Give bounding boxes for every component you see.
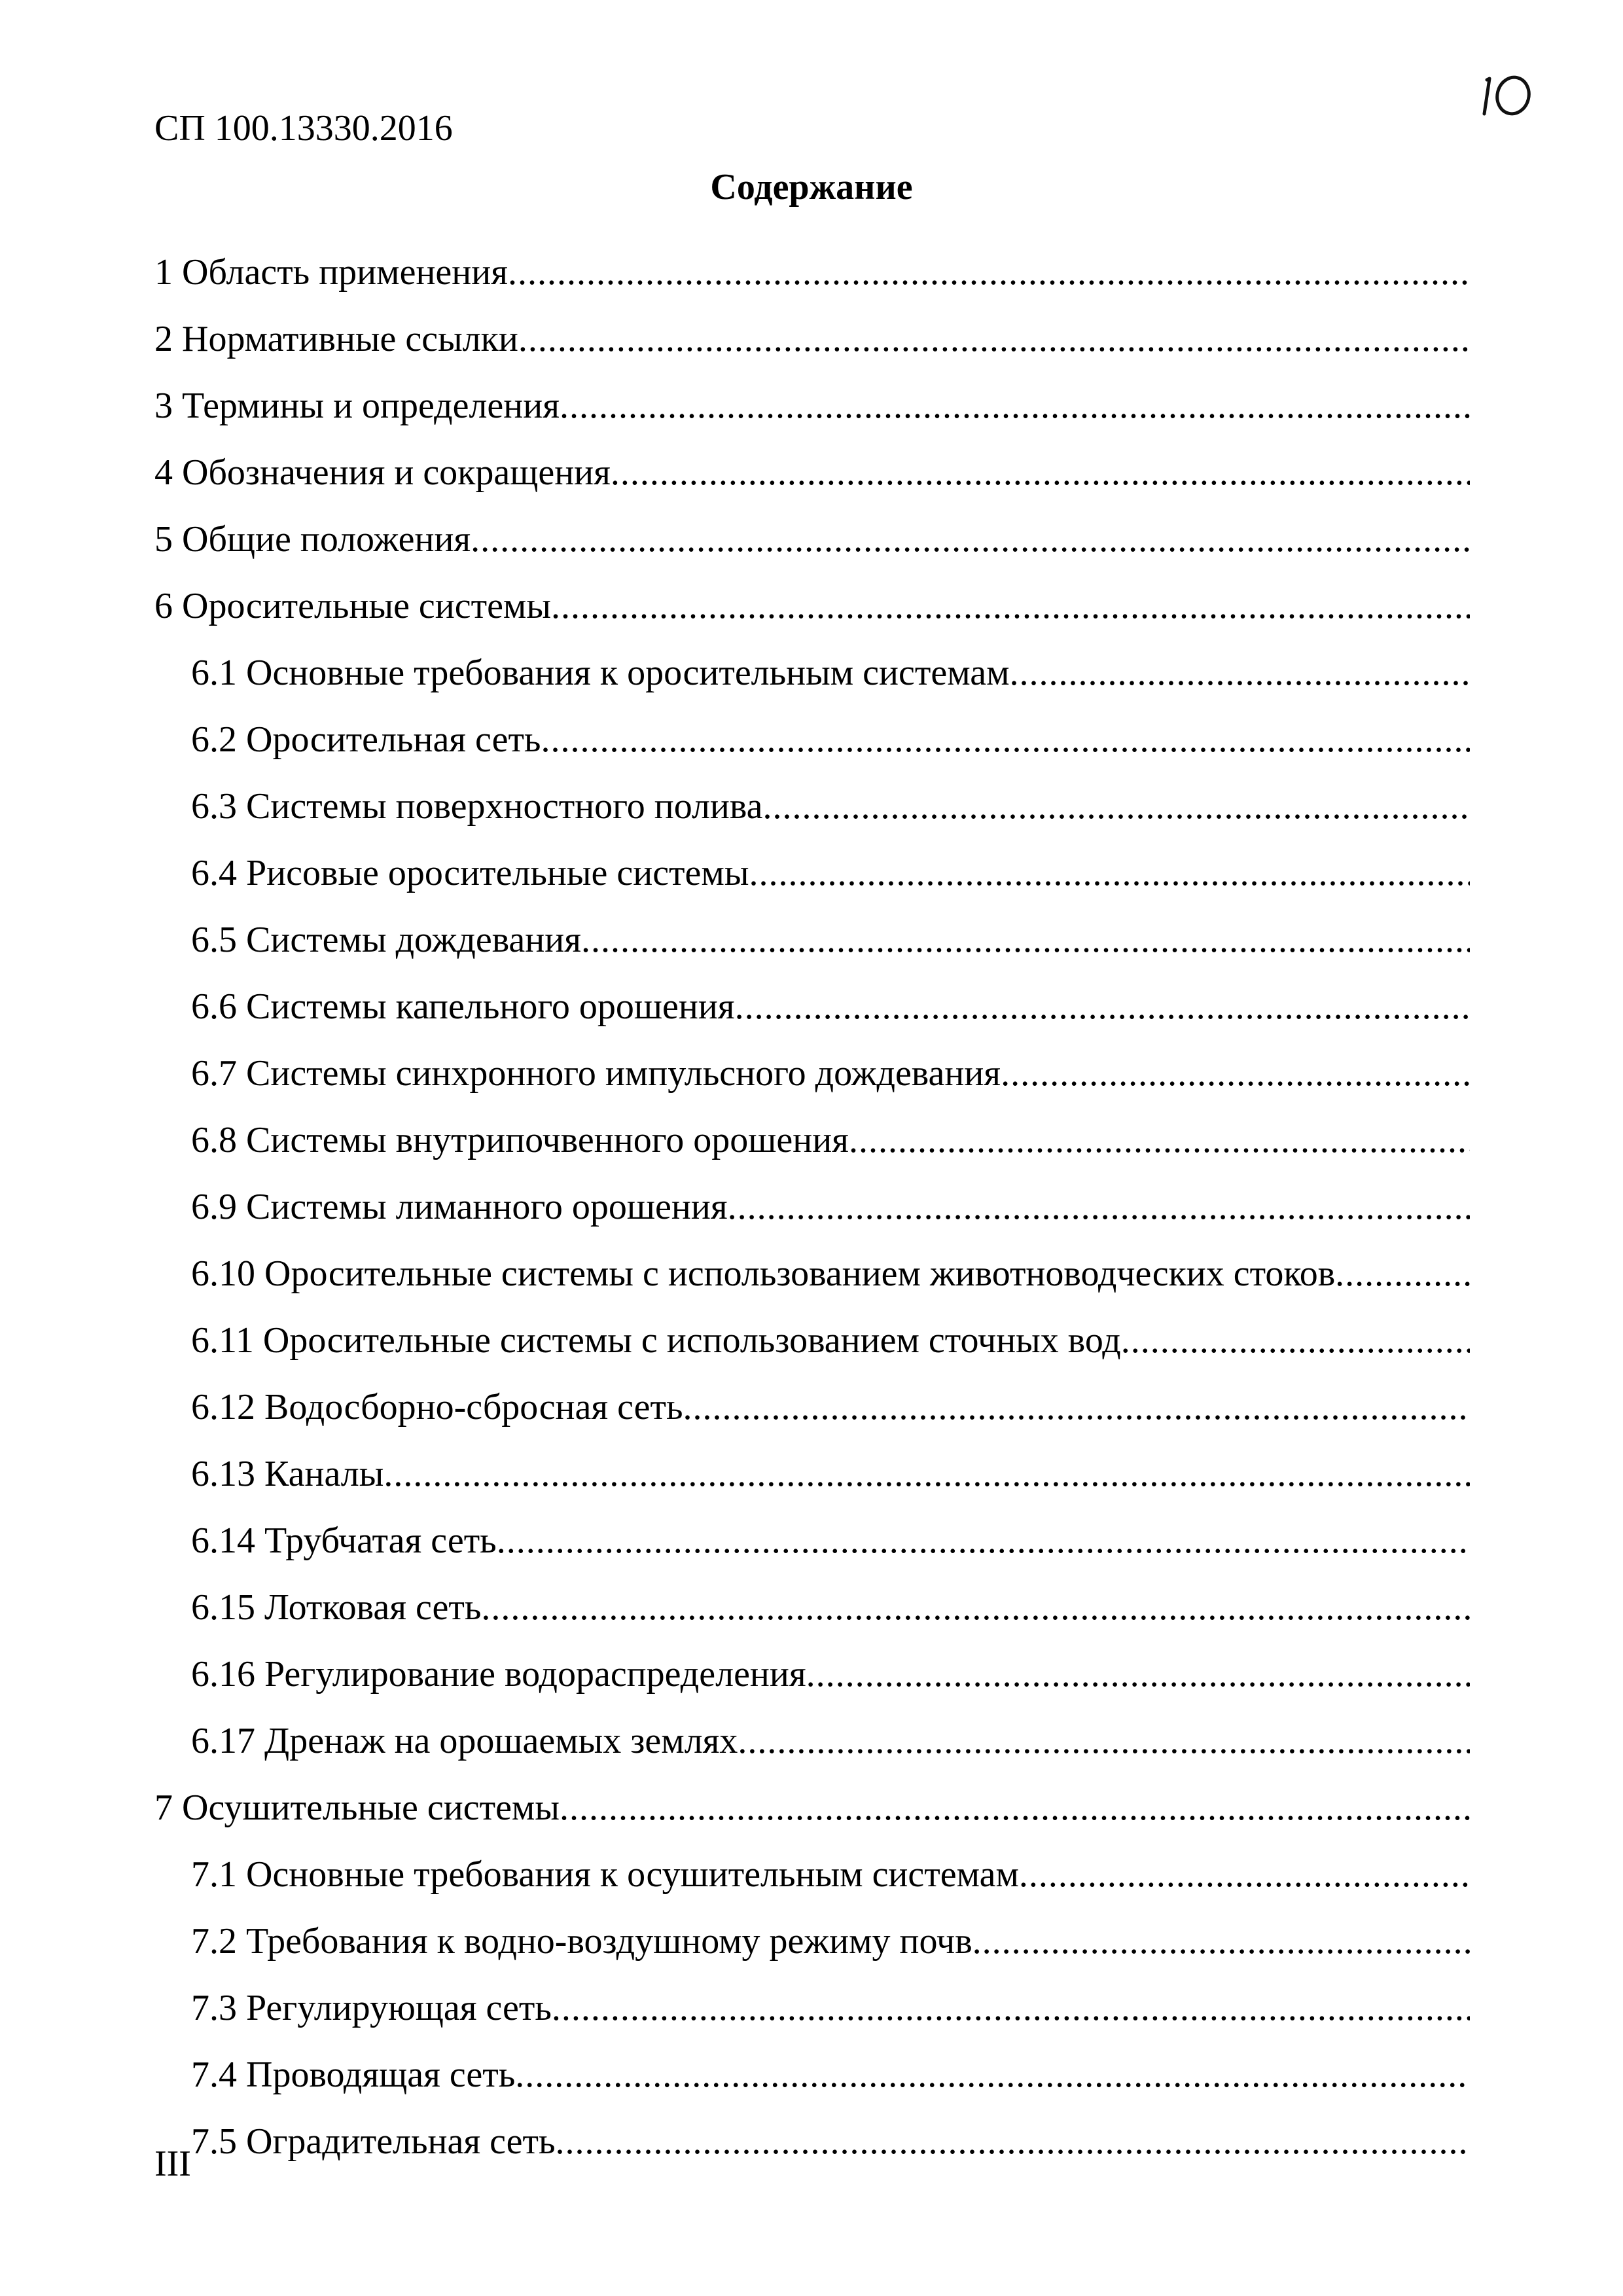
toc-entry-label: 6.17 Дренаж на орошаемых землях (191, 1721, 738, 1761)
toc-entry[interactable] (154, 1918, 1470, 1984)
dot-leader (683, 1384, 1470, 1431)
toc-entry[interactable] (154, 382, 1470, 449)
toc-entry-label: 7.4 Проводящая сеть (191, 2054, 516, 2095)
dot-leader (1010, 649, 1470, 696)
toc-entry-label: 7.2 Требования к водно-воздушному режиму почв (191, 1921, 972, 1962)
toc-entry[interactable] (154, 315, 1470, 382)
dot-leader (556, 2118, 1470, 2165)
toc-entry-label: 6.9 Системы лиманного орошения (191, 1187, 728, 1227)
toc-entry[interactable] (154, 649, 1470, 716)
dot-leader (749, 850, 1470, 897)
toc-entry[interactable] (154, 1250, 1470, 1317)
dot-leader (508, 249, 1470, 296)
dot-leader (728, 1183, 1470, 1230)
toc-entry-label: 6.6 Системы капельного орошения (191, 986, 735, 1027)
toc-entry-label: 7.5 Оградительная сеть (191, 2121, 556, 2162)
dot-leader (972, 1918, 1470, 1965)
toc-entry-label: 7 Осушительные системы (154, 1787, 560, 1828)
toc-entry[interactable] (154, 716, 1470, 783)
toc-entry-label: 7.1 Основные требования к осушительным системам (191, 1854, 1019, 1895)
dot-leader (762, 783, 1470, 830)
dot-leader (497, 1517, 1470, 1564)
dot-leader (552, 1984, 1470, 2032)
dot-leader (515, 2051, 1470, 2098)
toc-entry-label: 6.5 Системы дождевания (191, 920, 581, 960)
toc-entry[interactable] (154, 783, 1470, 850)
toc-entry-label: 6.3 Системы поверхностного полива (191, 786, 763, 827)
page-number: III (154, 2144, 191, 2184)
toc-entry-label: 3 Термины и определения (154, 386, 560, 426)
toc-entry[interactable] (154, 1851, 1470, 1918)
toc-entry[interactable] (154, 449, 1470, 516)
toc-entry[interactable] (154, 583, 1470, 649)
toc-entry[interactable] (154, 1984, 1470, 2051)
dot-leader (481, 1584, 1470, 1631)
toc-entry-label: 6.14 Трубчатая сеть (191, 1520, 497, 1561)
dot-leader (611, 449, 1470, 496)
dot-leader (518, 315, 1470, 363)
table-of-contents (154, 249, 1470, 2185)
toc-entry-label: 2 Нормативные ссылки (154, 319, 518, 359)
toc-entry-label: 5 Общие положения (154, 519, 471, 560)
dot-leader (1001, 1050, 1470, 1097)
toc-entry[interactable] (154, 983, 1470, 1050)
toc-entry-label: 6.12 Водосборно-сбросная сеть (191, 1387, 683, 1427)
toc-entry-label: 6.2 Оросительная сеть (191, 719, 541, 760)
toc-entry-label: 7.3 Регулирующая сеть (191, 1988, 552, 2028)
toc-entry-label: 6.13 Каналы (191, 1454, 384, 1494)
dot-leader (738, 1717, 1470, 1765)
toc-entry[interactable] (154, 850, 1470, 916)
toc-entry-label: 6.4 Рисовые оросительные системы (191, 853, 749, 893)
dot-leader (551, 583, 1470, 630)
dot-leader (1121, 1317, 1470, 1364)
dot-leader (560, 1784, 1470, 1831)
toc-entry[interactable] (154, 1050, 1470, 1117)
toc-entry[interactable] (154, 1584, 1470, 1651)
toc-entry[interactable] (154, 249, 1470, 315)
toc-entry-label: 6.15 Лотковая сеть (191, 1587, 482, 1628)
dot-leader (1335, 1250, 1470, 1297)
toc-entry[interactable] (154, 1717, 1470, 1784)
toc-entry[interactable] (154, 1183, 1470, 1250)
dot-leader (541, 716, 1470, 763)
page-title: Содержание (710, 167, 913, 207)
toc-entry[interactable] (154, 916, 1470, 983)
toc-entry[interactable] (154, 516, 1470, 583)
toc-entry-label: 6 Оросительные системы (154, 586, 551, 626)
toc-entry-label: 6.7 Системы синхронного импульсного дождевания (191, 1053, 1001, 1094)
toc-entry[interactable] (154, 1384, 1470, 1450)
toc-entry[interactable] (154, 1317, 1470, 1384)
document-code: СП 100.13330.2016 (154, 108, 453, 149)
toc-entry[interactable] (154, 1784, 1470, 1851)
dot-leader (560, 382, 1470, 429)
dot-leader (849, 1117, 1470, 1164)
toc-entry-label: 1 Область применения (154, 252, 508, 293)
dot-leader (1019, 1851, 1470, 1898)
toc-entry-label: 6.16 Регулирование водораспределения (191, 1654, 806, 1695)
dot-leader (383, 1450, 1470, 1498)
toc-entry[interactable] (154, 1651, 1470, 1717)
toc-entry[interactable] (154, 1517, 1470, 1584)
toc-entry[interactable] (154, 1117, 1470, 1183)
toc-entry[interactable] (154, 1450, 1470, 1517)
toc-entry-label: 4 Обозначения и сокращения (154, 452, 611, 493)
toc-entry-label: 6.11 Оросительные системы с использованием сточных вод (191, 1320, 1121, 1361)
dot-leader (471, 516, 1470, 563)
toc-entry[interactable] (154, 2118, 1470, 2185)
dot-leader (581, 916, 1470, 963)
toc-entry-label: 6.8 Системы внутрипочвенного орошения (191, 1120, 849, 1160)
dot-leader (735, 983, 1470, 1030)
toc-entry[interactable] (154, 2051, 1470, 2118)
toc-entry-label: 6.1 Основные требования к оросительным системам (191, 653, 1010, 693)
handwritten-page-number (1478, 71, 1537, 123)
toc-entry-label: 6.10 Оросительные системы с использованием животноводческих стоков (191, 1253, 1336, 1294)
dot-leader (806, 1651, 1470, 1698)
